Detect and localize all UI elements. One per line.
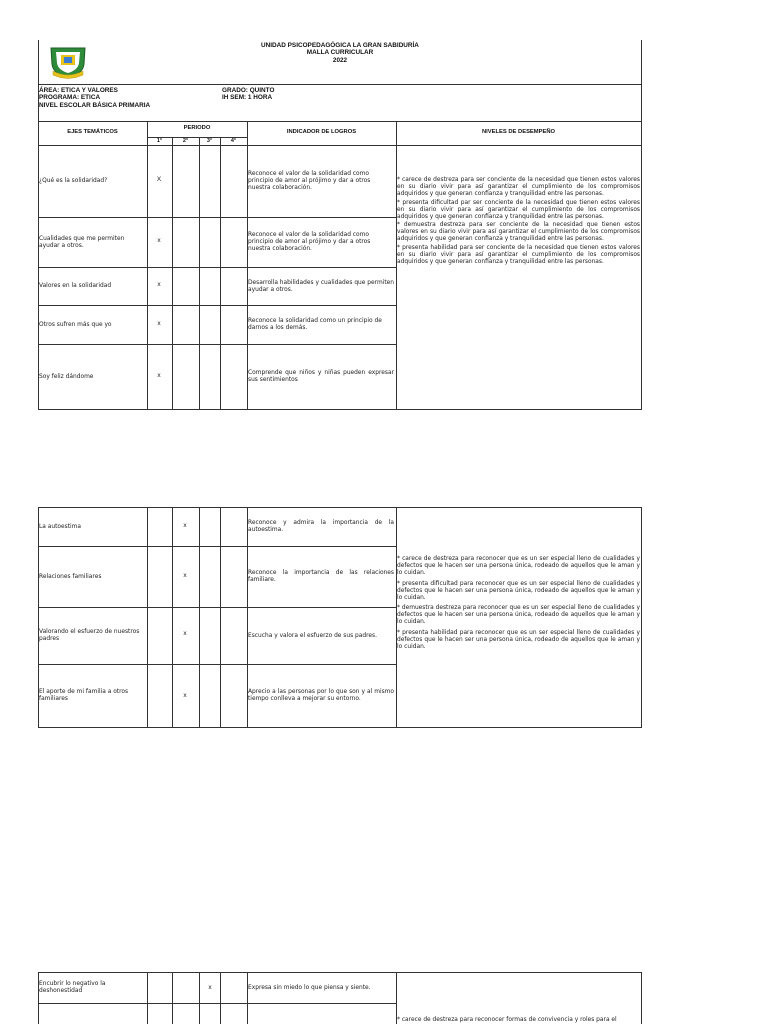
indicador-logro: Escucha y valora el esfuerzo de sus padres.: [248, 632, 377, 639]
area-label: ÁREA: ETICA Y VALORES: [39, 87, 118, 94]
eje-tematico: Encubrir lo negativo la deshonestidad: [39, 981, 106, 994]
nivel-item: * carece de destreza para ser conciente de la necesidad que tienen estos valores en su diario vivir para así garantizar el cumplimiento de los compromisos adquiridos y que generan confianza y tranquilidad entre las personas.: [397, 177, 640, 197]
col-ejes: EJES TEMÁTICOS: [67, 129, 118, 135]
eje-tematico: La autoestima: [39, 523, 82, 530]
periodo-mark: X: [156, 176, 162, 183]
eje-tematico: Valorando el esfuerzo de nuestros padres: [39, 629, 140, 642]
periodo-mark: x: [157, 372, 161, 379]
indicador-logro: Reconoce el valor de la solidaridad como principio de amor al prójimo y dar a otros nuestra colaboración.: [248, 171, 371, 191]
periodo-mark: x: [157, 320, 161, 327]
ih-label: IH SEM: 1 HORA: [222, 94, 273, 102]
col-niveles: NIVELES DE DESEMPEÑO: [481, 129, 556, 135]
indicador-logro: Comprende que niños y niñas pueden expresar sus sentimientos: [248, 370, 394, 383]
indicador-logro: Reconoce la importancia de las relaciones familiare.: [248, 570, 394, 583]
grado-label: GRADO: QUINTO: [222, 87, 275, 94]
periodo-mark: x: [183, 522, 187, 529]
school-shield-logo: [47, 44, 89, 80]
indicador-logro: Reconoce el valor de la solidaridad como principio de amor al prójimo y dar a otros nuestra colaboración.: [248, 232, 371, 252]
nivel-label: NIVEL ESCOLAR BÁSICA PRIMARIA: [39, 101, 151, 109]
indicador-logro: Expresa sin miedo lo que piensa y siente.: [248, 984, 371, 991]
periodo-mark: x: [208, 984, 212, 991]
eje-tematico: Valores en la solidaridad: [39, 283, 112, 290]
col-p4: 4°: [230, 138, 237, 144]
periodo-mark: x: [183, 692, 187, 699]
eje-tematico: ¿Qué es la solidaridad?: [39, 178, 108, 185]
document-year: 2022: [332, 56, 348, 64]
eje-tematico: Soy feliz dándome: [39, 373, 94, 380]
periodo-mark: x: [157, 281, 161, 288]
nivel-item: * demuestra destreza para reconocer que es un ser especial lleno de cualidades y defectos que le hacen ser una persona única, rodeado de aquellos que le aman y lo cuidan.: [397, 605, 640, 626]
eje-tematico: Relaciones familiares: [39, 573, 102, 580]
col-p2: 2°: [182, 138, 189, 144]
indicador-logro: Desarrolla habilidades y cualidades que permiten ayudar a otros.: [248, 279, 395, 293]
col-p1: 1°: [156, 138, 163, 144]
col-p3: 3°: [206, 138, 213, 144]
nivel-item: * presenta habilidad para reconocer que es un ser especial lleno de cualidades y defectos que le hacen ser una persona única, rodeado de aquellos que le aman y lo cuidan.: [397, 630, 640, 650]
nivel-item: * presenta dificultad par ser conciente de la necesidad que tienen estos valores en su diario vivir para así garantizar el cumplimiento de los compromisos adquiridos y que generan confianza y tranquilidad entre las personas.: [397, 199, 640, 220]
periodo-mark: x: [183, 630, 187, 637]
indicador-logro: Reconoce y admira la importancia de la autoestima.: [248, 520, 394, 533]
eje-tematico: Cualidades que me permiten ayudar a otros.: [39, 235, 125, 249]
eje-tematico: Otros sufren más que yo: [39, 321, 112, 328]
col-indicador: INDICADOR DE LOGROS: [286, 129, 357, 135]
eje-tematico: El aporte de mi familia a otros familiares: [39, 689, 129, 702]
indicador-logro: Reconoce la solidaridad como un principio de darnos a los demás.: [248, 318, 382, 331]
indicador-logro: Aprecio a las personas por lo que son y al mismo tiempo conlleva a mejorar su entorno.: [248, 689, 394, 702]
nivel-item: * carece de destreza para reconocer que es un ser especial lleno de cualidades y defectos que le hacen ser una persona única, rodeado de aquellos que le aman y lo cuidan.: [397, 556, 640, 576]
niveles-desempeno: [397, 556, 640, 651]
programa-label: PROGRAMA: ETICA: [39, 94, 101, 102]
school-name: UNIDAD PSICOPEDAGÓGICA LA GRAN SABIDURÍA: [261, 42, 419, 49]
niveles-desempeno: [397, 177, 640, 266]
nivel-item: * demuestra destreza para ser conciente de la necesidad que tienen estos valores en su diario vivir para así garantizar el cumplimiento de los compromisos adquiridos y que generan confianza y tranquilidad entre las personas.: [397, 222, 640, 243]
col-periodo: PERIODO: [183, 125, 211, 131]
nivel-item: * presenta habilidad para ser conciente de la necesidad que tienen estos valores en su diario vivir para así garantizar el cumplimiento de los compromisos adquiridos y que generan confianza y tranquilidad entre las personas.: [397, 245, 640, 265]
nivel-item: * presenta dificultad para reconocer que es un ser especial lleno de cualidades y defectos que le hacen ser una persona única, rodeado de aquellos que le aman y lo cuidan.: [397, 580, 640, 601]
periodo-mark: x: [157, 237, 161, 244]
periodo-mark: x: [183, 572, 187, 579]
nivel-item: * carece de destreza para reconocer formas de convivencia y roles para el: [397, 1017, 617, 1023]
document-title: MALLA CURRICULAR: [306, 49, 374, 57]
